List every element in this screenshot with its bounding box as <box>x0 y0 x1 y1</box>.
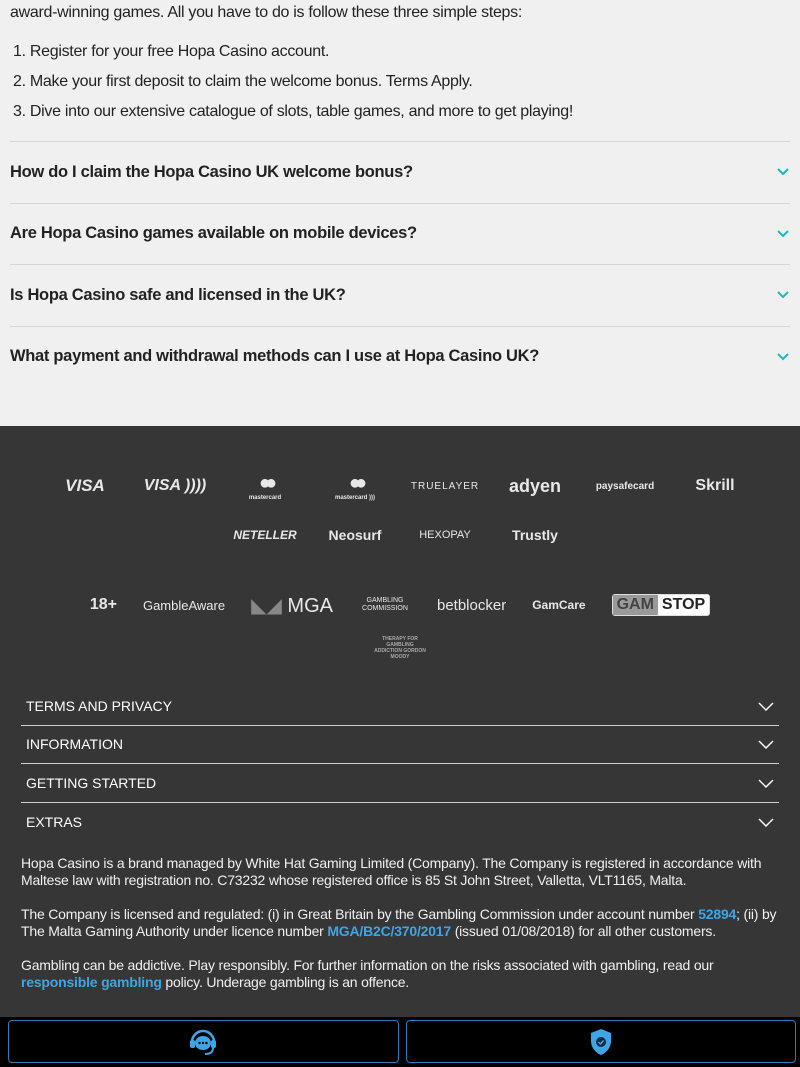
footer-menu <box>21 687 779 841</box>
gordon-moody-row <box>0 633 800 663</box>
mastercard-contactless-logo: ●● mastercard ))) <box>334 471 375 501</box>
safety-button[interactable] <box>406 1020 797 1063</box>
footer-logos <box>0 426 800 663</box>
faq-list <box>10 141 790 387</box>
faq-item[interactable] <box>10 203 790 265</box>
chevron-down-icon <box>776 167 790 177</box>
chevron-down-icon <box>776 229 790 239</box>
responsible-gambling-logos <box>0 585 800 625</box>
responsible-gambling-link[interactable]: responsible gambling <box>21 974 162 990</box>
chevron-down-icon <box>758 701 774 711</box>
age-18-logo[interactable]: 18+ <box>89 596 117 613</box>
faq-item[interactable] <box>10 264 790 326</box>
footer-menu-extras[interactable] <box>21 803 779 842</box>
gamcare-logo[interactable]: GamCare <box>532 598 586 612</box>
chevron-down-icon <box>758 817 774 827</box>
step-item: 1. Register for your free Hopa Casino account. <box>13 43 330 60</box>
mastercard-logo: ●● mastercard <box>248 471 282 501</box>
bottom-action-bar <box>0 1017 800 1067</box>
faq-item[interactable] <box>10 326 790 388</box>
menu-label: INFORMATION <box>26 736 123 753</box>
chevron-down-icon <box>758 778 774 788</box>
company-info: Hopa Casino is a brand managed by White Hat Gaming Limited (Company). The Company is registered in accordance with Maltese law with registration no. C73232 whose registered office is 85 St John Street, Valletta, VLT1165, Malta. <box>21 855 762 888</box>
gordon-moody-logo[interactable]: THERAPY FOR GAMBLING ADDICTION GORDON MOODY <box>374 636 426 660</box>
chevron-down-icon <box>776 352 790 362</box>
neosurf-logo: Neosurf <box>328 527 382 543</box>
adyen-logo: adyen <box>508 475 562 496</box>
faq-question: Is Hopa Casino safe and licensed in the UK? <box>10 285 346 304</box>
gc-account-link[interactable]: 52894 <box>698 906 737 922</box>
menu-label: GETTING STARTED <box>26 774 157 791</box>
support-chat-button[interactable] <box>8 1020 399 1063</box>
gambling-commission-logo[interactable]: GAMBLING COMMISSION <box>362 597 408 612</box>
mga-licence-link[interactable]: MGA/B2C/370/2017 <box>327 923 451 939</box>
footer-menu-information[interactable] <box>21 726 779 765</box>
footer-menu-getting-started[interactable] <box>21 764 779 803</box>
licence-info: The Company is licensed and regulated: (i) in Great Britain by the Gambling Commission under account number 52894; (ii) by The Malta Gaming Authority under licence number MGA/B2C/370/2017 (issued 01/08/2018) for all other customers. <box>21 906 777 939</box>
neteller-logo: NETELLER <box>233 528 297 542</box>
steps-list <box>10 41 790 131</box>
faq-question: Are Hopa Casino games available on mobile devices? <box>10 224 417 243</box>
legal-text <box>0 841 800 991</box>
gambleaware-logo[interactable]: GambleAware <box>142 597 226 613</box>
mga-logo[interactable]: ◣◢ MGA <box>251 594 333 617</box>
paysafecard-logo: paysafecard <box>595 480 655 492</box>
faq-item[interactable] <box>10 141 790 203</box>
chevron-down-icon <box>776 290 790 300</box>
payment-logos-row <box>0 520 800 550</box>
hexopay-logo: HEXOPAY <box>419 529 471 541</box>
footer-menu-terms[interactable] <box>21 687 779 726</box>
truelayer-logo: TRUELAYER <box>410 480 480 492</box>
responsible-info: Gambling can be addictive. Play responsibly. For further information on the risks associated with gambling, read our responsible gambling policy. Underage gambling is an offence. <box>21 957 714 990</box>
chevron-down-icon <box>758 739 774 749</box>
visa-logo: VISA <box>65 476 105 495</box>
payment-logos-row <box>0 471 800 501</box>
menu-label: EXTRAS <box>26 813 83 830</box>
step-item: 3. Dive into our extensive catalogue of slots, table games, and more to get playing! <box>13 103 574 120</box>
faq-question: How do I claim the Hopa Casino UK welcome bonus? <box>10 162 413 181</box>
visa-contactless-logo: VISA )))) <box>143 477 207 494</box>
gamstop-logo[interactable]: GAM STOP <box>602 594 721 616</box>
content-section <box>0 0 800 426</box>
shield-check-icon <box>589 1028 613 1056</box>
faq-question: What payment and withdrawal methods can I use at Hopa Casino UK? <box>10 347 540 366</box>
intro-text: award-winning games. All you have to do is follow these three simple steps: <box>10 4 523 21</box>
step-item: 2. Make your first deposit to claim the welcome bonus. Terms Apply. <box>13 73 473 90</box>
trustly-logo: Trustly <box>512 527 558 543</box>
skrill-logo: Skrill <box>695 477 735 494</box>
menu-label: TERMS AND PRIVACY <box>26 697 172 714</box>
headset-chat-icon <box>187 1027 219 1057</box>
betblocker-logo[interactable]: betblocker <box>436 596 507 614</box>
